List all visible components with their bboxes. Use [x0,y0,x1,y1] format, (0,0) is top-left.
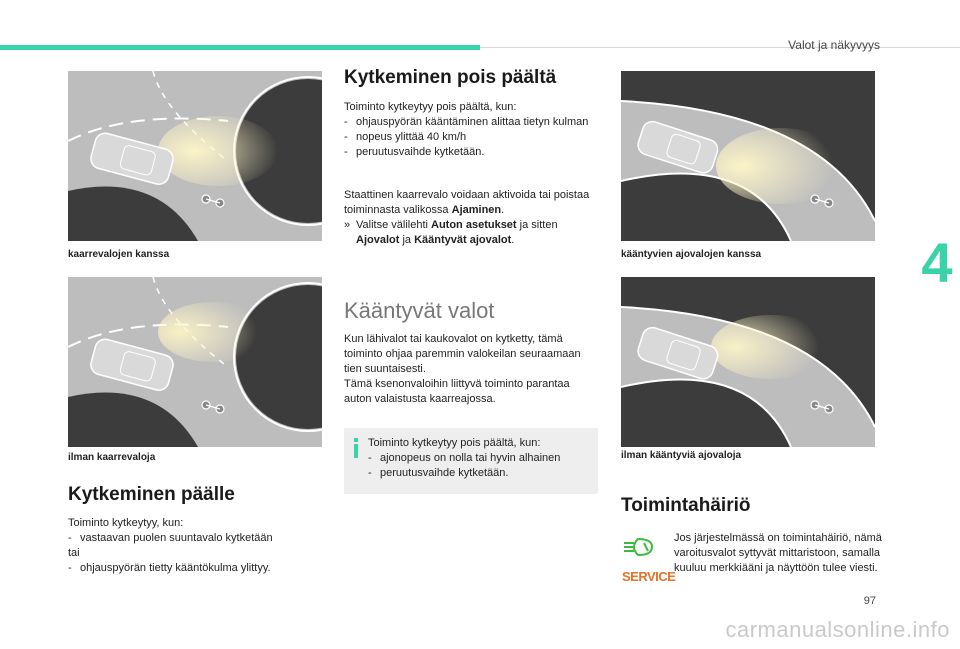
figure-caption: kääntyvien ajovalojen kanssa [621,249,762,260]
section-off-list [344,100,594,160]
list-item: - vastaavan puolen suuntavalo kytketään [68,532,273,544]
illustration-road-curve [68,277,322,447]
instruction-step: » Valitse välilehti Auton asetukset ja sitten Ajovalot ja Kääntyvät ajovalot. [344,219,558,246]
page-section-title: Valot ja näkyvyys [788,38,880,52]
figure-caption: kaarrevalojen kanssa [68,249,170,260]
info-box-text: Toiminto kytkeytyy pois päältä, kun: - ajonopeus on nolla tai hyvin alhainen - peruutusvaihde kytketään. [368,437,561,479]
header-accent-bar [0,45,480,50]
info-box [344,428,598,494]
section-heading-turning: Kääntyvät valot [344,298,495,323]
section-on-body [68,516,318,576]
paragraph: Tämä ksenonvaloihin liittyvä toiminto parantaa auton valaistusta kaarreajossa. [344,378,570,405]
list-item: - ohjauspyörän tietty kääntökulma ylittyy. [68,562,271,574]
illustration-road-curve [68,71,322,241]
list-item: - nopeus ylittää 40 km/h [344,131,467,143]
section-off-paragraph: Staattinen kaarrevalo voidaan aktivoida tai poistaa toiminnasta valikossa Ajaminen. » Valitse välilehti Auton asetukset ja sitten Ajovalot ja Kääntyvät ajovalot. [344,188,598,248]
section-heading-fault: Toimintahäiriö [621,495,751,516]
chapter-number: 4 [921,230,953,294]
section-heading-on: Kytkeminen päälle [68,484,235,505]
header-rule [480,47,960,48]
section-off-intro: Toiminto kytkeytyy pois päältä, kun: [344,101,517,113]
figure-caption: ilman kääntyviä ajovaloja [621,450,742,461]
section-turning-body [344,332,598,407]
info-icon [351,438,361,458]
section-heading-off: Kytkeminen pois päältä [344,67,557,88]
figure-with-cornering-light [68,71,322,241]
watermark: carmanualsonline.info [725,617,950,642]
figure-without-turning-headlamps [621,277,875,447]
figure-with-turning-headlamps [621,71,875,241]
list-item-continuation: tai [68,547,80,559]
service-warning-icon: SERVICE [622,569,676,584]
list-item: - ohjauspyörän kääntäminen alittaa tietyn kulman [344,116,589,128]
page-number: 97 [863,595,876,607]
section-on-intro: Toiminto kytkeytyy, kun: [68,517,184,529]
illustration-wide-curve [621,277,875,447]
list-item: - peruutusvaihde kytketään. [344,146,485,158]
illustration-wide-curve [621,71,875,241]
figure-without-cornering-light [68,277,322,447]
paragraph: Kun lähivalot tai kaukovalot on kytketty, tämä toiminto ohjaa paremmin valokeilan seuraamaan tien suuntaisesti. [344,333,581,375]
section-fault-body: Jos järjestelmässä on toimintahäiriö, nämä varoitusvalot syttyvät mittaristoon, samalla kuuluu merkkiääni ja näyttöön tulee viesti. [674,532,882,574]
figure-caption: ilman kaarrevaloja [68,452,156,463]
arrow-bullet-icon: » [344,219,351,231]
headlamp-warning-icon [622,537,668,557]
